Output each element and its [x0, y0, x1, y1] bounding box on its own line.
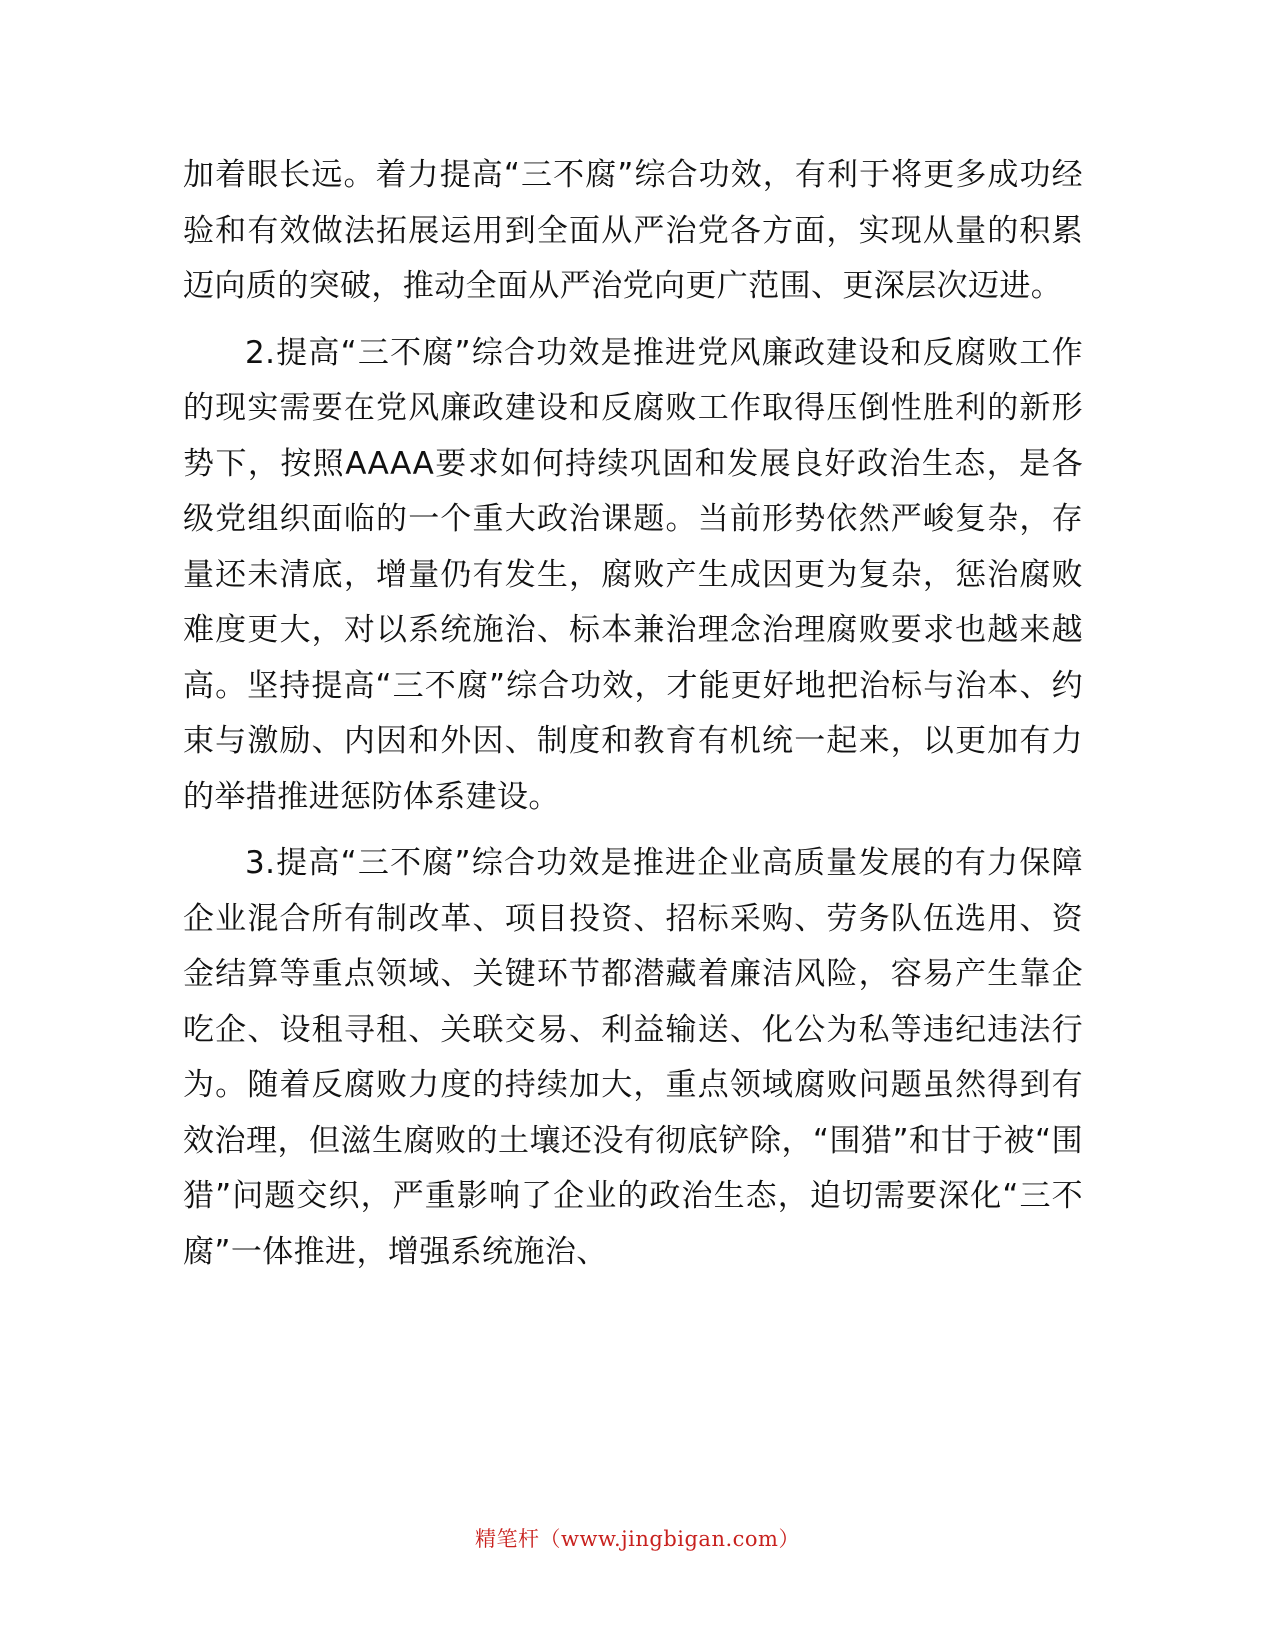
footer-watermark-link[interactable]: 精笔杆（www.jingbigan.com） — [475, 1527, 800, 1551]
paragraph-continuation: 加着眼长远。着力提高“三不腐”综合功效，有利于将更多成功经验和有效做法拓展运用到全面从严治党各方面，实现从量的积累迈向质的突破，推动全面从严治党向更广范围、更深层次迈进。 — [183, 157, 1083, 304]
paragraph-section-3: 3.提高“三不腐”综合功效是推进企业高质量发展的有力保障企业混合所有制改革、项目投资、招标采购、劳务队伍选用、资金结算等重点领域、关键环节都潜藏着廉洁风险，容易产生靠企吃企、设租寻租、关联交易、利益输送、化公为私等违纪违法行为。随着反腐败力度的持续加大，重点领域腐败问题虽然得到有效治理，但滋生腐败的土壤还没有彻底铲除，“围猎”和甘于被“围猎”问题交织，严重影响了企业的政治生态，迫切需要深化“三不腐”一体推进，增强系统施治、 — [183, 845, 1083, 1270]
paragraph-section-2: 2.提高“三不腐”综合功效是推进党风廉政建设和反腐败工作的现实需要在党风廉政建设和反腐败工作取得压倒性胜利的新形势下，按照AAAA要求如何持续巩固和发展良好政治生态，是各级党组织面临的一个重大政治课题。当前形势依然严峻复杂，存量还未清底，增量仍有发生，腐败产生成因更为复杂，惩治腐败难度更大，对以系统施治、标本兼治理念治理腐败要求也越来越高。坚持提高“三不腐”综合功效，才能更好地把治标与治本、约束与激励、内因和外因、制度和教育有机统一起来，以更加有力的举措推进惩防体系建设。 — [183, 334, 1083, 815]
document-body — [183, 148, 1083, 1280]
